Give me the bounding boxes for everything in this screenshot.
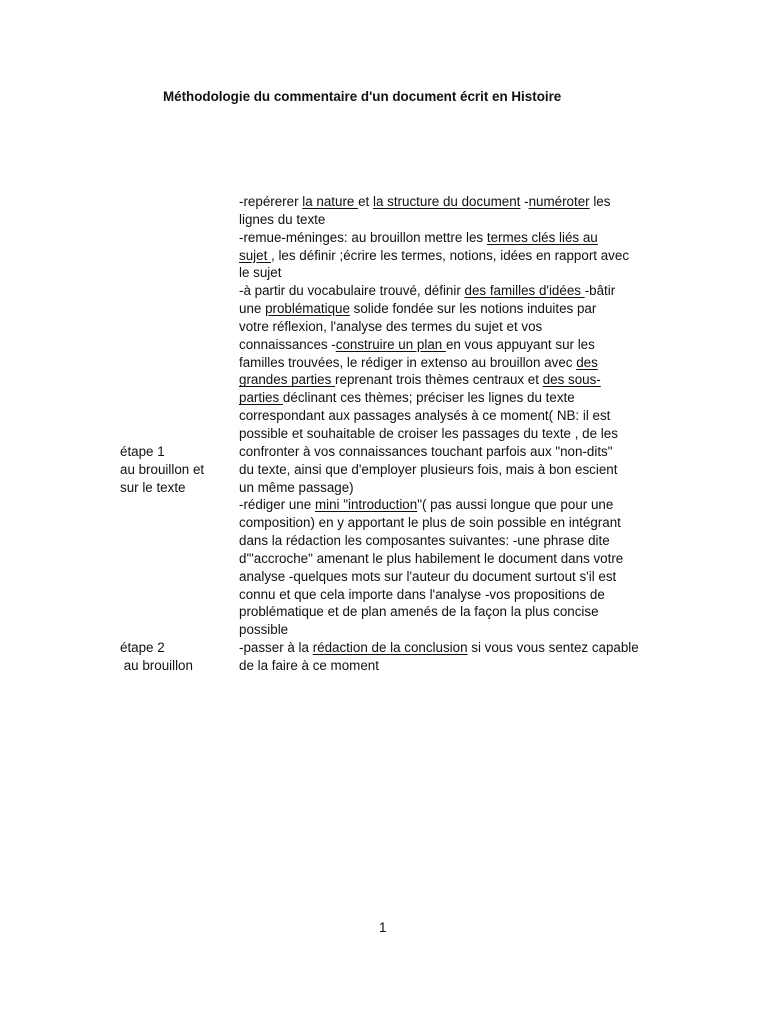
text-line: composition) en y apportant le plus de soin possible en intégrant (239, 515, 621, 531)
text-line: -remue-méninges: au brouillon mettre les termes clés liés au (239, 229, 598, 245)
step-label-line: au brouillon (120, 657, 193, 673)
text-line: analyse -quelques mots sur l'auteur du document surtout s'il est (239, 568, 617, 584)
text-line: lignes du texte (239, 211, 326, 227)
text-line: -repérerer la nature et la structure du document -numéroter les (239, 194, 611, 209)
text-line: le sujet (239, 265, 282, 281)
text-line: dans la rédaction les composantes suivantes: -une phrase dite (239, 533, 610, 549)
methodology-text (239, 193, 669, 675)
text-line: grandes parties reprenant trois thèmes centraux et des sous- (239, 372, 601, 388)
text-line: -rédiger une mini "introduction"( pas aussi longue que pour une (239, 497, 614, 513)
text-line: confronter à vos connaissances touchant parfois aux "non-dits" (239, 443, 613, 459)
text-line: une problématique solide fondée sur les notions induites par (239, 301, 597, 317)
text-line: correspondant aux passages analysés à ce moment( NB: il est (239, 408, 611, 424)
step-label-line: étape 1 (120, 444, 165, 459)
text-line: connaissances -construire un plan en vous appuyant sur les (239, 336, 595, 352)
step-label-line: étape 2 (120, 640, 165, 655)
text-line: du texte, ainsi que d'employer plusieurs fois, mais à bon escient (239, 461, 618, 477)
document-title: Méthodologie du commentaire d'un document écrit en Histoire (163, 89, 562, 104)
text-line: -passer à la rédaction de la conclusion si vous vous sentez capable (239, 640, 639, 656)
step-label-2 (120, 639, 193, 675)
step-label-line: sur le texte (120, 479, 186, 495)
page-number: 1 (379, 920, 387, 935)
text-line: un même passage) (239, 479, 354, 495)
text-line: possible et souhaitable de croiser les passages du texte , de les (239, 425, 618, 441)
text-line: possible (239, 622, 289, 638)
step-label-1 (120, 443, 204, 497)
text-line: connu et que cela importe dans l'analyse -vos propositions de (239, 586, 605, 602)
step-label-line: au brouillon et (120, 461, 205, 477)
text-line: familles trouvées, le rédiger in extenso au brouillon avec des (239, 354, 598, 370)
text-line: parties déclinant ces thèmes; préciser les lignes du texte (239, 390, 575, 406)
text-line: d'"accroche" amenant le plus habilement le document dans votre (239, 550, 624, 566)
text-line: problématique et de plan amenés de la façon la plus concise (239, 604, 599, 620)
text-line: votre réflexion, l'analyse des termes du sujet et vos (239, 318, 543, 334)
text-line: sujet , les définir ;écrire les termes, notions, idées en rapport avec (239, 247, 630, 263)
text-line: de la faire à ce moment (239, 657, 379, 673)
text-line: -à partir du vocabulaire trouvé, définir des familles d'idées -bâtir (239, 283, 616, 299)
